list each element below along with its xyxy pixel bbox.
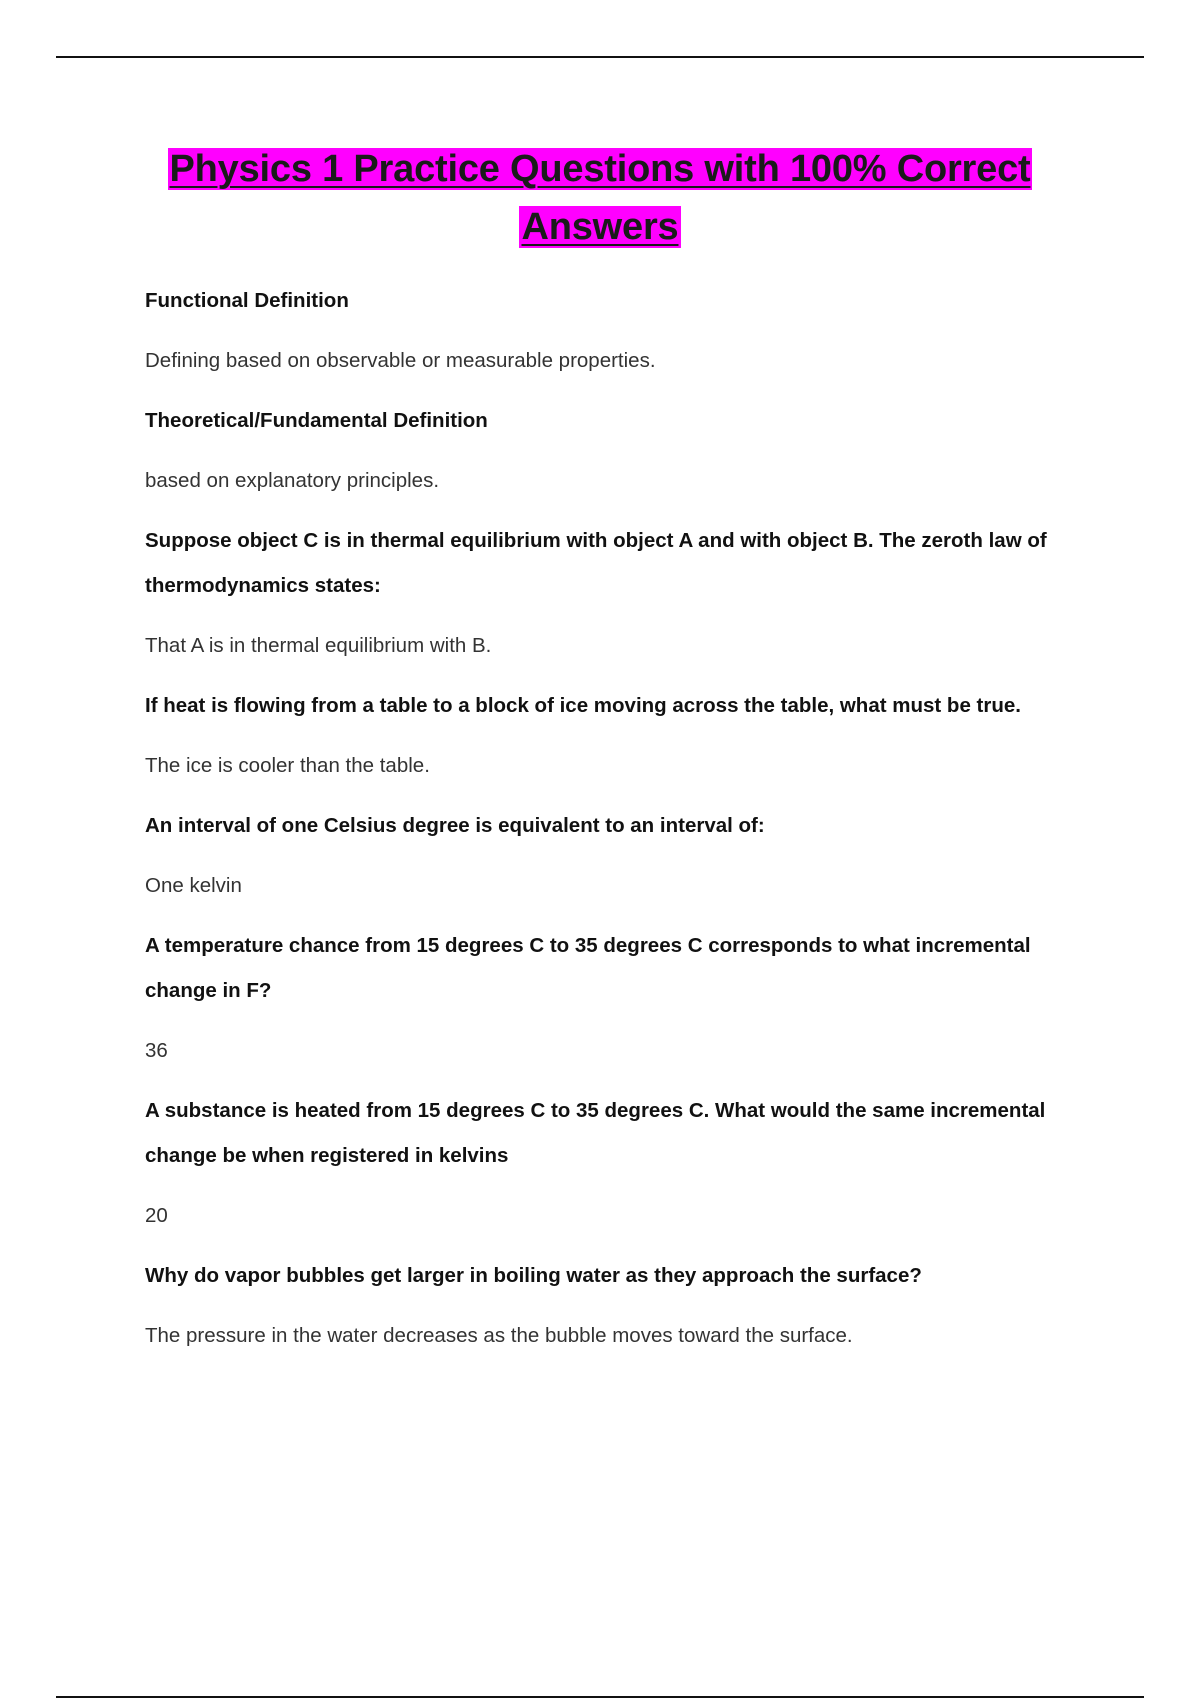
question: Why do vapor bubbles get larger in boiling water as they approach the surface?: [145, 1264, 922, 1287]
qa-item: [145, 1253, 1105, 1358]
answer: based on explanatory principles.: [145, 469, 440, 492]
qa-item: [145, 683, 1105, 788]
answer: One kelvin: [145, 874, 242, 897]
qa-item: [145, 278, 1105, 383]
answer: 36: [145, 1039, 168, 1062]
qa-item: [145, 398, 1105, 503]
qa-item: [145, 923, 1105, 1073]
answer: The ice is cooler than the table.: [145, 754, 430, 777]
document-title-text: Physics 1 Practice Questions with 100% Correct Answers: [169, 148, 1031, 248]
document-title: [100, 140, 1100, 256]
title-block: [100, 140, 1100, 256]
qa-item: [145, 803, 1105, 908]
answer: The pressure in the water decreases as the bubble moves toward the surface.: [145, 1324, 853, 1347]
question: Suppose object C is in thermal equilibrium with object A and with object B. The zeroth law of thermodynamics states:: [145, 529, 1047, 597]
question: An interval of one Celsius degree is equivalent to an interval of:: [145, 814, 765, 837]
answer: 20: [145, 1204, 168, 1227]
question: A substance is heated from 15 degrees C to 35 degrees C. What would the same incremental change be when registered in kelvins: [145, 1099, 1046, 1167]
answer: That A is in thermal equilibrium with B.: [145, 634, 492, 657]
bottom-rule: [56, 1696, 1144, 1698]
question: Theoretical/Fundamental Definition: [145, 409, 488, 432]
top-rule: [56, 56, 1144, 58]
qa-item: [145, 1088, 1105, 1238]
question: Functional Definition: [145, 289, 349, 312]
qa-item: [145, 518, 1105, 668]
question: A temperature chance from 15 degrees C to 35 degrees C corresponds to what incremental change in F?: [145, 934, 1031, 1002]
answer: Defining based on observable or measurable properties.: [145, 349, 656, 372]
qa-list: [145, 278, 1105, 1373]
question: If heat is flowing from a table to a block of ice moving across the table, what must be true.: [145, 694, 1021, 717]
